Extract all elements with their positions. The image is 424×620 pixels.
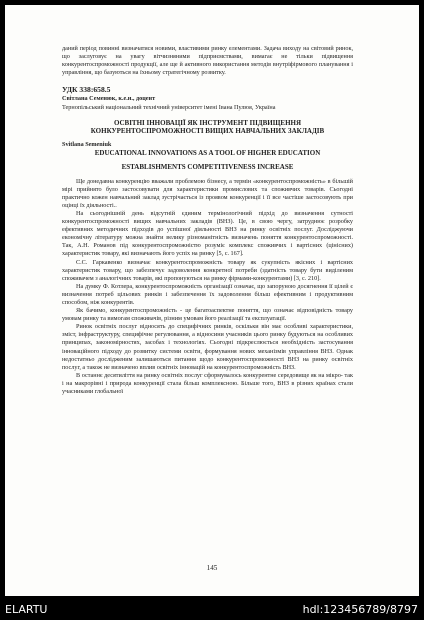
body-paragraph-7: В останнє десятиліття на ринку освітніх послуг сформувалось конкурентне середовище як на мікро- так і на макрорівні і природа конкуренції стала більш комплексною. Більше того, ВНЗ в різних країнах стали учасниками глобальної	[62, 371, 353, 395]
body-paragraph-6: Ринок освітніх послуг відносять до специфічних ринків, оскільки він має особливі характеристики, зміст, інфраструктуру, специфічне регулювання, а відносини учасників цього ринку будуються на особливих принципах, закономірностях, засобах і технологіях. Сьогодні підкреслюється необхідність застосування інноваційного підходу до розвитку системи освіти, формування нових механізмів управління ВНЗ. Однак недостатньо дослідженим залишаються питання щодо конкурентоспроможності ВНЗ на ринку освітніх послуг, а також не визначено вплив освітніх інновацій на конкурентоспроможність ВНЗ.	[62, 323, 353, 371]
body-paragraph-3: С.С. Гаркавенко визначає конкурентоспроможність товару як сукупність якісних і вартісних характеристик товару, що забезпечує задоволення конкретної потреби (здатність товару бути виділеним споживачем з аналогічних товарів, які пропонуються на ринку фірмами-конкурентами) [3, с. 210].	[62, 258, 353, 282]
body-paragraph-4: На думку Ф. Котлера, конкурентоспроможність організації означає, що запоруною досягнення її цілей є визначення потреб цільових ринків і забезпечення їх задоволення більш ефективним і продуктивним способом, ніж конкурентів.	[62, 282, 353, 306]
document-page	[5, 5, 419, 596]
title-ua-line-2: КОНКУРЕНТОСПРОМОЖНОСТІ ВИЩИХ НАВЧАЛЬНИХ ЗАКЛАДІВ	[90, 126, 325, 135]
udc-code: УДК 338:658.5	[62, 85, 111, 95]
handle-identifier: hdl:123456789/8797	[302, 603, 418, 616]
intro-paragraph: даний період повинні визначатися новими, властивими ринку елементами. Задача виходу на світовий ринок, що заслуговує на увагу вітчизняними підприємствами, вимагає не тільки підвищення конкурентоспроможності продукції, але ще й активного використання методів внутріфірмового планування і управління, що базуються на їхньому стратегічному розвитку.	[62, 45, 353, 77]
page-content	[62, 45, 353, 396]
page-number: 145	[206, 564, 218, 572]
author-line: Світлана Семенюк, к.е.н., доцент	[62, 95, 156, 103]
title-ua-line-1: ОСВІТНІ ІННОВАЦІЇ ЯК ІНСТРУМЕНТ ПІДВИЩЕННЯ	[113, 118, 302, 127]
body-paragraph-5: Як бачимо, конкурентоспроможність - це багатоаспектне поняття, що означає відповідність товару умовам ринку та вимогам споживачів, різним умовам його реалізації та експлуатації.	[62, 307, 353, 323]
title-en-line-2: ESTABLISHMENTS COMPETITIVENESS INCREASE	[121, 163, 294, 172]
body-paragraph-1: Ще донедавна конкуренцію вважали проблемою бізнесу, а термін «конкурентоспроможність» в більшій мірі прийнято було застосовувати для характеристики промислових та споживчих товарів. Сьогодні практично кожен навчальний заклад зустрічається із проявом конкуренції і її все частіше застосовують при оцінці їх діяльності..	[62, 177, 353, 209]
title-en-line-1: EDUCATIONAL INNOVATIONS AS A TOOL OF HIGHER EDUCATION	[94, 149, 321, 158]
body-paragraph-2: На сьогоднішній день відсутній єдиним термінологічний підхід до визначення сутності конкурентоспроможності вищих навчальних закладів (ВНЗ). Це, в свою чергу, затруднює розробку ефективних методичних підходів до успішної діяльності ВНЗ на ринку освітніх послуг. Досліджуючи економічну літературу можна знайти велику різноманітність визначень поняття конкурентоспроможності. Так, А.Н. Романов під конкурентоспроможністю розуміє комплекс споживчих і вартісних (цінісних) характеристик товару, які визначають його успіх на ринку [5, с. 167].	[62, 209, 353, 258]
affiliation-line: Тернопільський національний технічний університет імені Івана Пулюя, Україна	[62, 103, 276, 111]
repository-footer	[0, 600, 424, 620]
repository-label: ELARTU	[5, 603, 48, 616]
author-en: Svitlana Semeniuk	[62, 141, 112, 149]
